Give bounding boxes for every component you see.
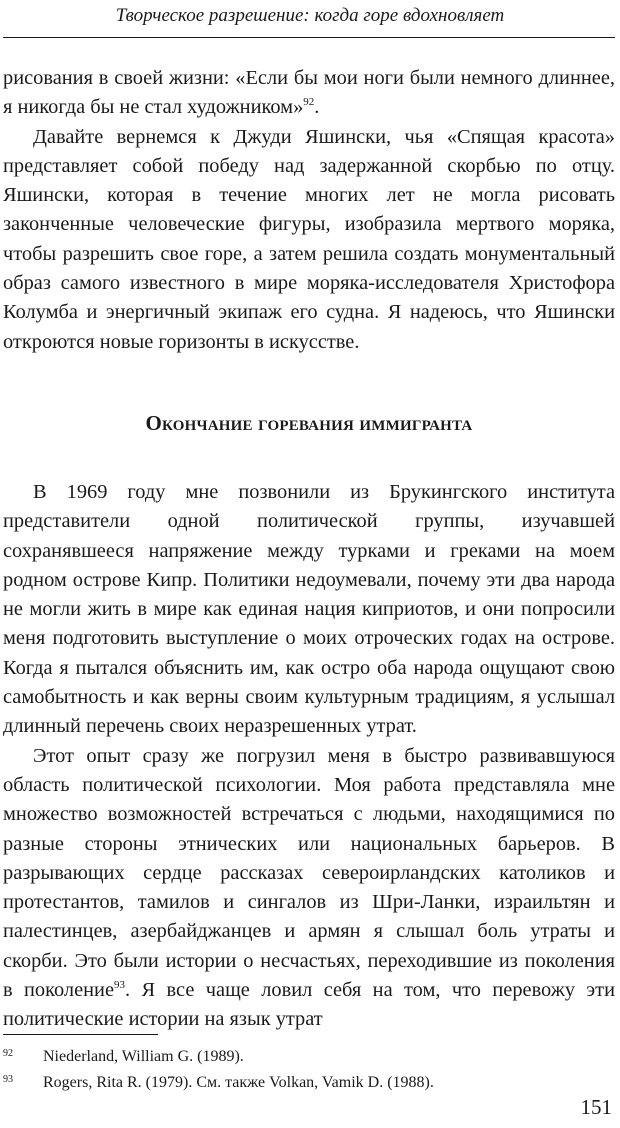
footnotes	[0, 1044, 620, 1096]
footnote-number: 92	[3, 1048, 13, 1059]
body-text	[3, 64, 615, 1035]
footnote-text: Niederland, William G. (1989).	[43, 1048, 244, 1065]
page-number: 151	[580, 1095, 612, 1119]
running-head: Творческое разрешение: когда горе вдохновляет	[115, 5, 505, 26]
paragraph: Давайте вернемся к Джуди Яшински, чья «Спящая красота» представляет собой победу над задержанной скорбью по отцу. Яшински, которая в течение многих лет не могла рисовать законченные человеческие фигуры, изобразила мертвого моряка, чтобы разрешить свое горе, а затем решила создать монументальный образ самого известного в мире моряка-исследователя Христофора Колумба и энергичный экипаж его судна. Я надеюсь, что Яшински откроются новые горизонты в искусстве.	[3, 125, 615, 353]
paragraph-text: . Я все чаще ловил себя на том, что перевожу эти политические истории на язык утрат	[3, 979, 615, 1031]
footnote	[0, 1044, 620, 1070]
footnote-text: Rogers, Rita R. (1979). См. также Volkan, Vamik D. (1988).	[43, 1074, 434, 1091]
footnote-ref-93: 93	[114, 979, 126, 992]
footnote-rule	[3, 1034, 158, 1035]
paragraph: В 1969 году мне позвонили из Брукингского института представители одной политической группы, изучавшей сохранявшееся напряжение между турками и греками на моем родном острове Кипр. Политики недоумевали, почему эти два народа не могли жить в мире как единая нация киприотов, и они попросили меня подготовить выступление о моих отроческих годах на острове. Когда я пытался объяснить им, как остро оба народа ощущают свою самобытность и как верны своим культурным традициям, я услышал длинный перечень своих неразрешенных утрат.	[3, 480, 615, 738]
paragraph	[3, 742, 615, 1035]
footnote-number: 93	[3, 1074, 13, 1085]
section-heading: Окончание горевания иммигранта	[145, 410, 473, 435]
footnote	[0, 1070, 620, 1096]
header-rule	[3, 37, 615, 38]
paragraph-text: Этот опыт сразу же погрузил меня в быстро развивавшуюся область политической психологии. Моя работа представляла мне множество возможностей встречаться с людьми, находящимися по разные стороны этнических или национальных барьеров. В разрывающих сердце рассказах североирландских католиков и протестантов, тамилов и сингалов из Шри-Ланки, израильтян и палестинцев, азербайджанцев и армян я слышал боль утраты и скорби. Это были истории о несчастьях, переходившие из поколения в поколение	[3, 744, 615, 1002]
paragraph-text: рисования в своей жизни: «Если бы мои ноги были немного длиннее, я никогда бы не стал художником»	[3, 67, 615, 119]
footnote-ref-92: 92	[303, 96, 315, 109]
paragraph-continued: рисования в своей жизни: «Если бы мои ноги были немного длиннее, я никогда бы не стал художником»$^{92}$.	[3, 67, 615, 119]
